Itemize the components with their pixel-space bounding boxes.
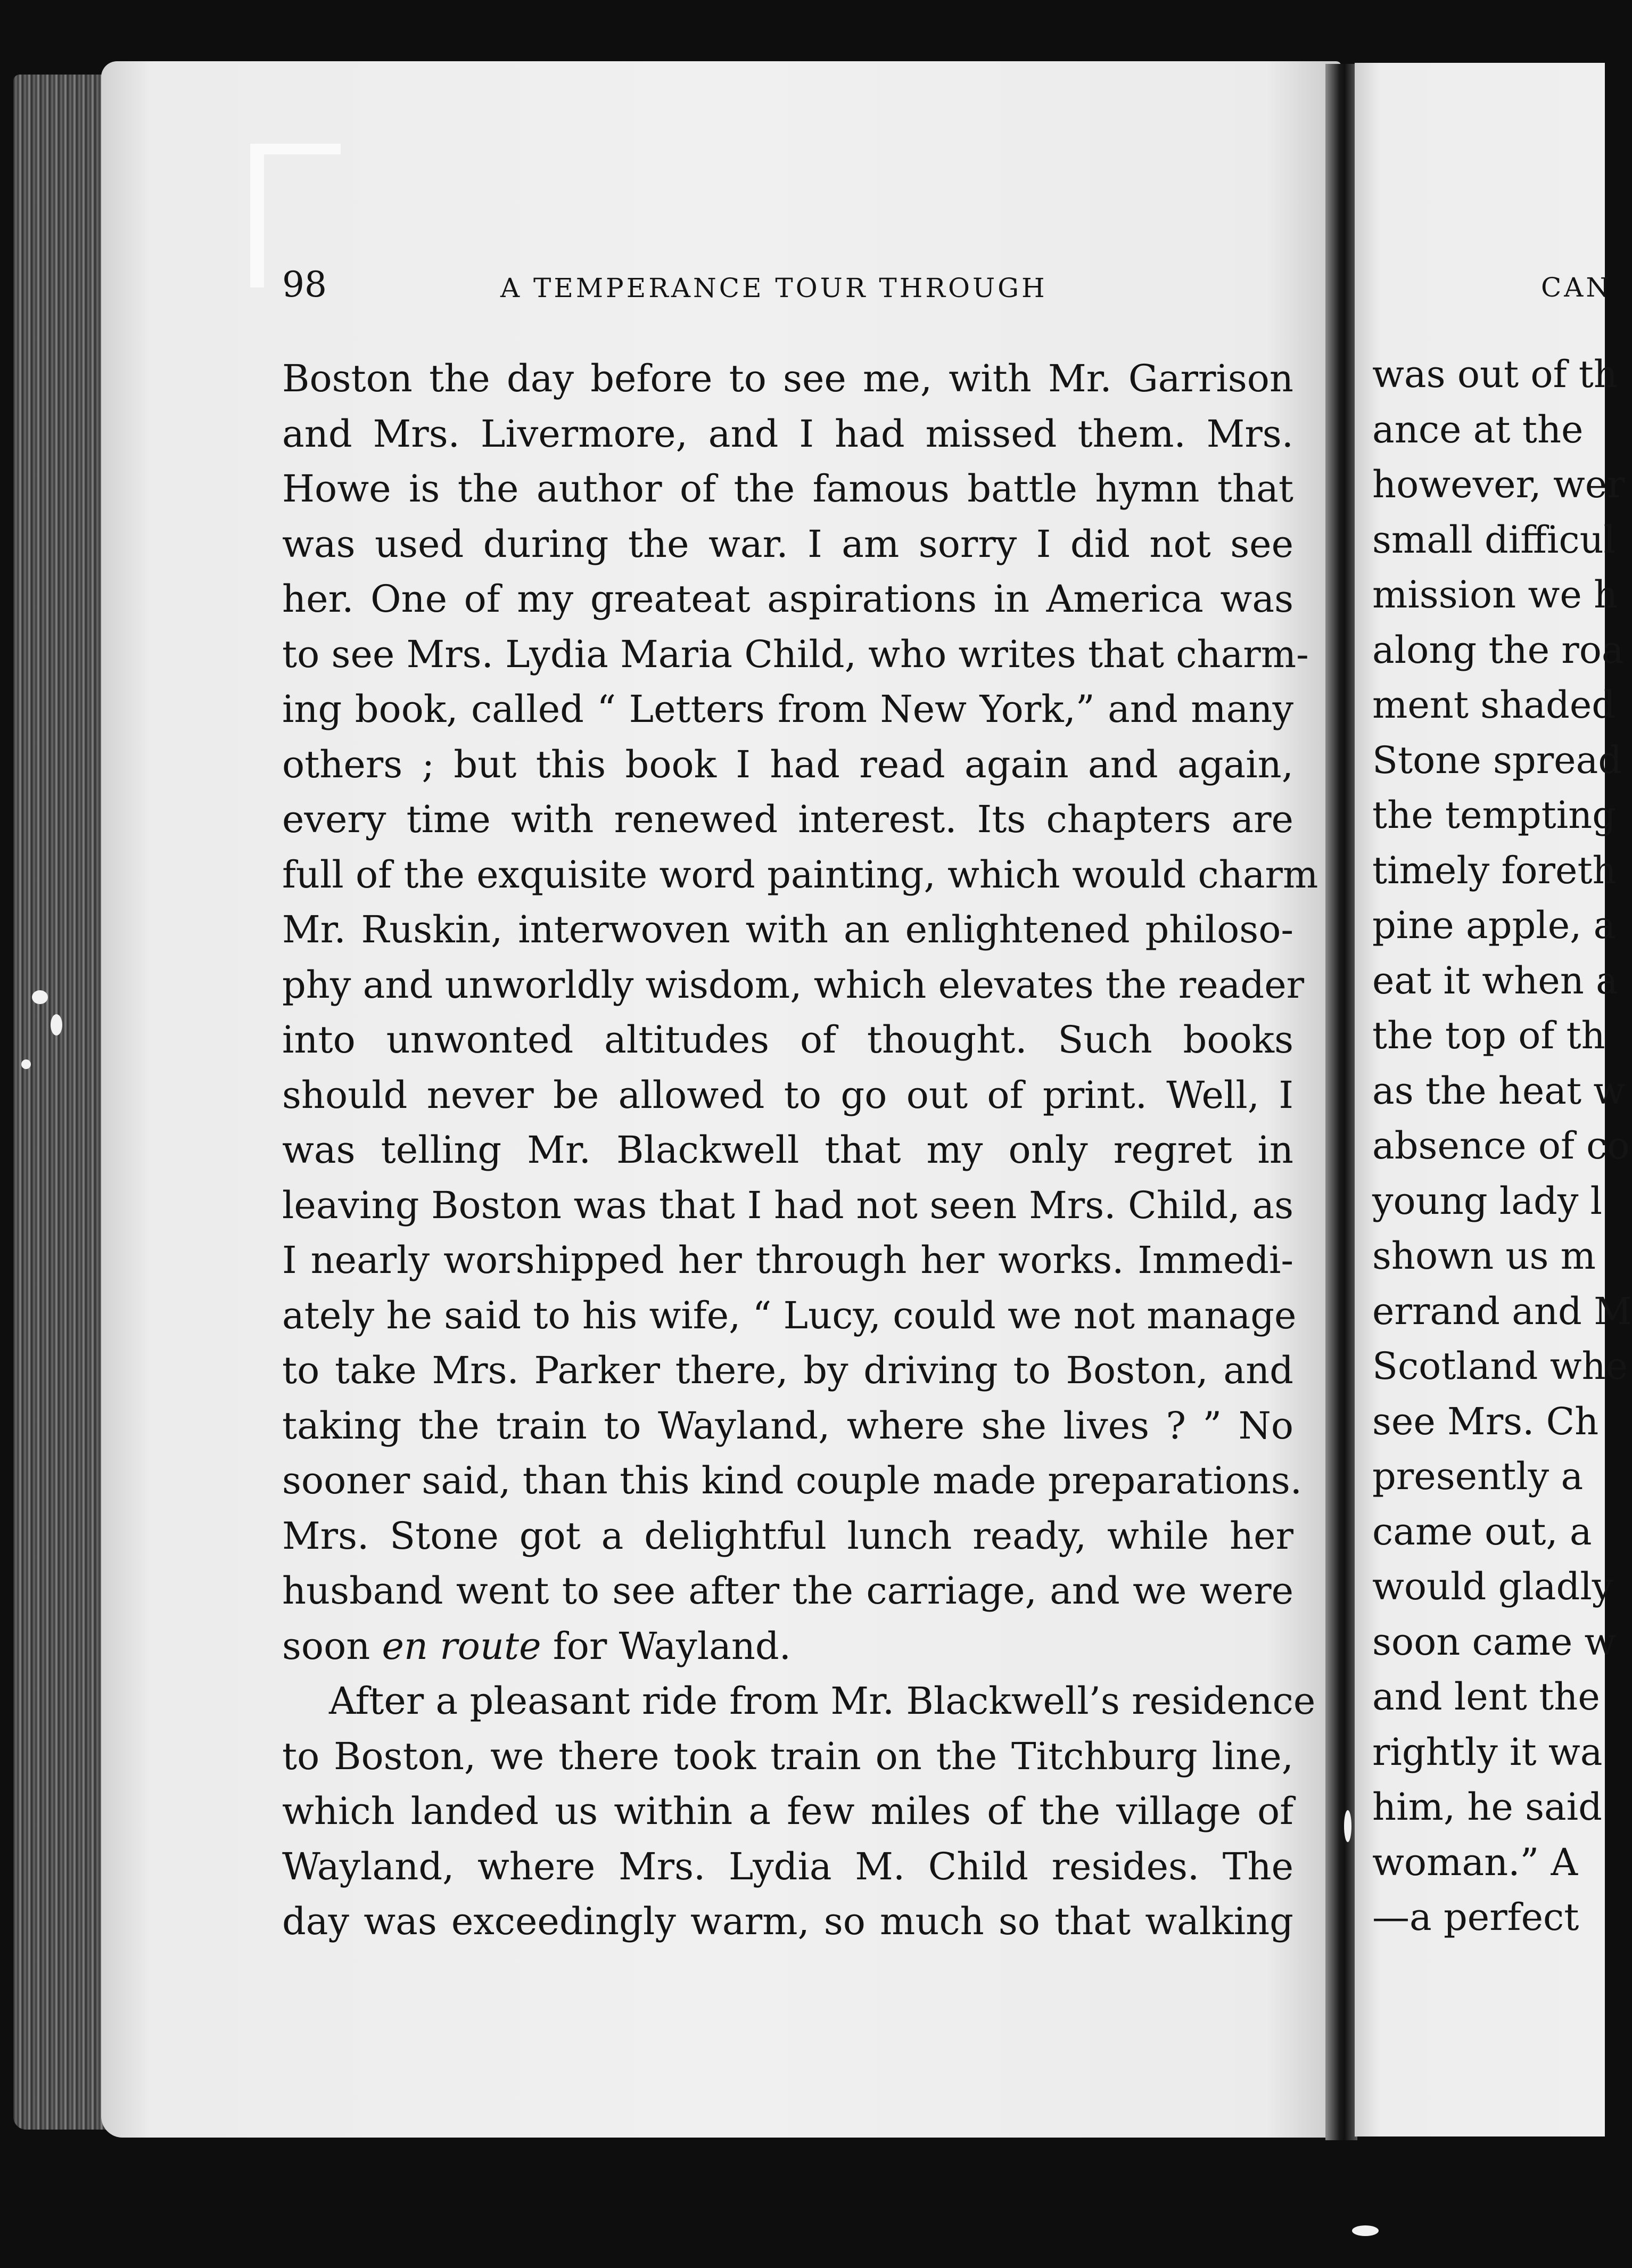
text-line: Boston the day before to see me, with Mr. Garrison (282, 357, 1293, 400)
text-line: was used during the war. I am sorry I did not see (282, 522, 1293, 566)
text-line: which landed us within a few miles of the village of (282, 1789, 1293, 1833)
right-text-line: soon came w (1372, 1620, 1617, 1664)
text-line: was telling Mr. Blackwell that my only regret in (282, 1128, 1293, 1172)
right-text-line: would gladly (1372, 1565, 1613, 1608)
right-text-line: the tempting (1372, 793, 1617, 837)
text-line: to Boston, we there took train on the Titchburg line, (282, 1734, 1293, 1778)
page-header (282, 264, 1293, 306)
text-line: every time with renewed interest. Its chapters are (282, 798, 1293, 841)
text-line: Mr. Ruskin, interwoven with an enlightened philoso- (282, 908, 1293, 951)
right-text-line: was out of th (1372, 352, 1618, 396)
scan-speck (21, 1059, 31, 1069)
text-line: taking the train to Wayland, where she lives ? ” No (282, 1403, 1293, 1448)
right-text-line: pine apple, a (1372, 903, 1616, 947)
page-number: 98 (282, 264, 327, 305)
text-line: should never be allowed to go out of print. Well, I (282, 1073, 1293, 1117)
scan-bracket-mark (250, 144, 264, 287)
scan-bracket-mark-top (250, 144, 341, 154)
right-text-line: ance at the (1372, 407, 1584, 451)
page-body (282, 351, 1318, 1950)
right-text-line: rightly it wa (1372, 1730, 1603, 1774)
right-text-line: presently a (1372, 1455, 1584, 1498)
right-text-line: timely foreth (1372, 848, 1617, 892)
text-line: I nearly worshipped her through her works. Immedi- (282, 1238, 1293, 1282)
text-line: full of the exquisite word painting, which would charm (282, 852, 1318, 897)
text-line: husband went to see after the carriage, and we were (282, 1569, 1293, 1613)
text-line: ately he said to his wife, “ Lucy, could we not manage (282, 1293, 1297, 1337)
text-line: sooner said, than this kind couple made preparations. (282, 1459, 1303, 1502)
text-line: her. One of my greateat aspirations in America was (282, 577, 1293, 621)
text-line: and Mrs. Livermore, and I had missed them. Mrs. (282, 412, 1293, 456)
right-text-line: shown us m (1372, 1234, 1596, 1278)
scan-speck (1352, 2225, 1379, 2236)
text-line: Mrs. Stone got a delightful lunch ready, while her (282, 1514, 1293, 1558)
right-text-line: —a perfect (1372, 1895, 1579, 1939)
right-running-head: CAN (1541, 272, 1612, 303)
right-text-line: young lady l (1372, 1179, 1603, 1223)
text-line: into unwonted altitudes of thought. Such books (282, 1018, 1293, 1062)
right-text-line: see Mrs. Ch (1372, 1399, 1599, 1443)
text-line: day was exceedingly warm, so much so that walking (282, 1900, 1293, 1943)
scan-speck (1344, 1810, 1351, 1842)
text-line: After a pleasant ride from Mr. Blackwell’s residence (329, 1679, 1316, 1723)
scan-speck (32, 990, 48, 1004)
right-text-line: mission we h (1372, 573, 1618, 617)
right-page-body (1372, 347, 1632, 1945)
right-text-line: however, wer (1372, 463, 1625, 506)
scan-speck (51, 1014, 62, 1036)
right-text-line: ment shaded (1372, 683, 1616, 727)
text-line: to see Mrs. Lydia Maria Child, who writes that charm- (282, 632, 1309, 676)
right-text-line: errand and M (1372, 1289, 1632, 1333)
text-line: to take Mrs. Parker there, by driving to Boston, and (282, 1349, 1293, 1392)
right-text-line: woman.” A (1372, 1840, 1578, 1884)
right-text-line: absence of co (1372, 1124, 1630, 1168)
right-text-line: Scotland whe (1372, 1344, 1628, 1388)
right-text-line: eat it when a (1372, 958, 1618, 1002)
text-line: soon en route for Wayland. (282, 1624, 791, 1668)
right-text-line: him, he said (1372, 1785, 1602, 1829)
book-gutter (1325, 64, 1357, 2140)
right-text-line: Stone spread (1372, 738, 1622, 782)
text-line: ing book, called “ Letters from New York,” and many (282, 687, 1293, 731)
text-line: others ; but this book I had read again and again, (282, 742, 1293, 786)
text-line: phy and unworldly wisdom, which elevates the reader (282, 963, 1305, 1007)
right-text-line: came out, a (1372, 1509, 1592, 1554)
right-text-line: the top of th (1372, 1014, 1605, 1057)
right-text-line: along the roa (1372, 628, 1624, 672)
right-text-line: as the heat w (1372, 1069, 1626, 1113)
right-text-line: small difficul (1372, 517, 1616, 562)
running-head: A TEMPERANCE TOUR THROUGH (500, 273, 1048, 303)
text-line: Wayland, where Mrs. Lydia M. Child resides. The (282, 1844, 1293, 1888)
text-line: leaving Boston was that I had not seen Mrs. Child, as (282, 1183, 1293, 1227)
text-line: Howe is the author of the famous battle hymn that (282, 467, 1293, 511)
right-text-line: and lent the (1372, 1675, 1600, 1719)
page-edge-stack (13, 75, 106, 2130)
